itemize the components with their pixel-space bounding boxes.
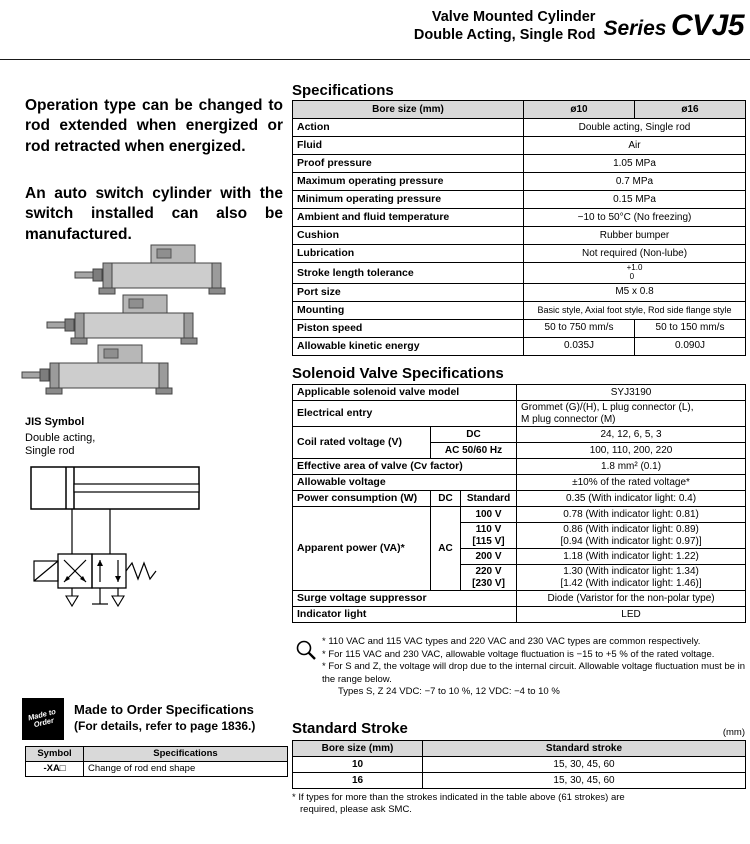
spec-label-cell: Port size (293, 283, 524, 301)
sol-label-cell: Applicable solenoid valve model (293, 385, 517, 401)
series-title (603, 9, 744, 43)
solenoid-heading: Solenoid Valve Specifications (292, 365, 504, 382)
standard-stroke-table (292, 740, 746, 789)
apparent-value-line2: [0.94 (With indicator light: 0.97)] (560, 535, 702, 547)
table-row (293, 119, 746, 137)
voltage-cell (461, 523, 517, 549)
cylinder-illustration-3 (22, 345, 172, 394)
header-divider (0, 59, 750, 60)
spec-value-cell: M5 x 0.8 (524, 283, 746, 301)
table-row (293, 475, 746, 491)
spec-label-cell: Mounting (293, 301, 524, 319)
intro-paragraph-1: Operation type can be changed to rod extended when energized or rod retracted when energized. (25, 97, 283, 155)
solenoid-note: * For 115 VAC and 230 VAC, allowable voltage fluctuation is −15 to +5 % of the rated voltage. (322, 648, 715, 660)
cylinder-illustration-2 (47, 295, 197, 344)
spec-value-cell: 0.15 MPa (524, 191, 746, 209)
mto-col-symbol: Symbol (26, 747, 84, 762)
sol-value-cell: ±10% of the rated voltage* (517, 475, 746, 491)
voltage-cell (461, 565, 517, 591)
table-row (293, 337, 746, 355)
table-row (293, 607, 746, 623)
spec-label-cell: Fluid (293, 137, 524, 155)
coil-ac-label: AC 50/60 Hz (431, 443, 517, 459)
stroke-bore-cell: 16 (293, 773, 423, 789)
stroke-col-stroke: Standard stroke (423, 741, 746, 757)
spec-value-cell: Not required (Non-lube) (524, 245, 746, 263)
mto-col-spec: Specifications (84, 747, 288, 762)
table-row (293, 401, 746, 427)
voltage-cell (461, 549, 517, 565)
sol-label-cell: Effective area of valve (Cv factor) (293, 459, 517, 475)
table-row (293, 459, 746, 475)
intro-paragraph-2: An auto switch cylinder with the switch installed can also be manufactured. (25, 185, 283, 243)
apparent-value-line1: 1.18 (With indicator light: 1.22) (563, 550, 699, 562)
voltage-line1: 100 V (475, 508, 502, 520)
stroke-value-cell: 15, 30, 45, 60 (423, 757, 746, 773)
series-prefix: Series (603, 17, 667, 41)
apparent-value-cell (517, 565, 746, 591)
table-row (293, 591, 746, 607)
jis-symbol-drawing (28, 464, 206, 637)
table-row (293, 283, 746, 301)
stroke-col-bore: Bore size (mm) (293, 741, 423, 757)
mto-symbol-cell: -XA□ (26, 762, 84, 777)
coil-ac-value: 100, 110, 200, 220 (517, 443, 746, 459)
stroke-note-line2: required, please ask SMC. (300, 804, 412, 816)
spec-value-cell: Basic style, Axial foot style, Rod side flange style (524, 301, 746, 319)
table-row (293, 227, 746, 245)
sol-value-cell: LED (517, 607, 746, 623)
spec-tolerance-cell (524, 263, 746, 284)
entry-value-line2: M plug connector (M) (521, 413, 616, 425)
voltage-cell (461, 507, 517, 523)
page-header (414, 8, 744, 44)
solenoid-table (292, 384, 746, 623)
voltage-line2: [230 V] (472, 577, 505, 589)
table-row (293, 173, 746, 191)
table-row (293, 385, 746, 401)
spec-label-cell: Cushion (293, 227, 524, 245)
made-to-order-badge (22, 698, 64, 740)
sol-label-cell: Power consumption (W) (293, 491, 431, 507)
spec-label-cell: Piston speed (293, 319, 524, 337)
stroke-note-line1: * If types for more than the strokes indicated in the table above (61 strokes) are (292, 792, 625, 803)
coil-dc-value: 24, 12, 6, 5, 3 (517, 427, 746, 443)
sol-label-cell: Apparent power (VA)* (293, 507, 431, 591)
table-row (293, 491, 746, 507)
spec-value-cell: Rubber bumper (524, 227, 746, 245)
stroke-bore-cell: 10 (293, 757, 423, 773)
table-row (293, 209, 746, 227)
table-row (293, 301, 746, 319)
apparent-value-line1: 1.30 (With indicator light: 1.34) (563, 566, 699, 577)
cylinder-illustration-1 (75, 245, 225, 294)
apparent-value-line1: 0.78 (With indicator light: 0.81) (563, 508, 699, 520)
page-title (414, 8, 596, 44)
solenoid-notes (292, 636, 748, 699)
spec-header-bore16: ø16 (635, 101, 746, 119)
table-row (293, 101, 746, 119)
stroke-value-cell: 15, 30, 45, 60 (423, 773, 746, 789)
spec-label-cell: Lubrication (293, 245, 524, 263)
spec-label-cell: Stroke length tolerance (293, 263, 524, 284)
power-value: 0.35 (With indicator light: 0.4) (517, 491, 746, 507)
jis-symbol-heading: JIS Symbol (25, 416, 85, 428)
mto-spec-cell: Change of rod end shape (84, 762, 288, 777)
sol-value-cell (517, 401, 746, 427)
voltage-line1: 110 V (475, 524, 502, 535)
sol-label-cell: Coil rated voltage (V) (293, 427, 431, 459)
spec-value-cell: 1.05 MPa (524, 155, 746, 173)
series-name: CVJ5 (670, 9, 744, 43)
solenoid-note: * For S and Z, the voltage will drop due to the internal circuit. Allowable voltage fluctuation must be in the range below. (322, 661, 745, 685)
spec-label-cell: Ambient and fluid temperature (293, 209, 524, 227)
spec-label-cell: Minimum operating pressure (293, 191, 524, 209)
table-row (293, 741, 746, 757)
table-row (293, 245, 746, 263)
spec-value-bore10: 50 to 750 mm/s (524, 319, 635, 337)
made-to-order-title: Made to Order Specifications (74, 702, 254, 717)
apparent-value-cell (517, 523, 746, 549)
spec-value-bore10: 0.035J (524, 337, 635, 355)
solenoid-note: * 110 VAC and 115 VAC types and 220 VAC and 230 VAC types are common respectively. (322, 636, 701, 647)
table-row (293, 773, 746, 789)
coil-dc-label: DC (431, 427, 517, 443)
spec-header-label: Bore size (mm) (293, 101, 524, 119)
product-photo (18, 243, 276, 406)
sol-label-cell: Allowable voltage (293, 475, 517, 491)
table-row (293, 507, 746, 523)
jis-symbol-sub2: Single rod (25, 445, 75, 457)
made-to-order-badge-text: Made to Order (27, 706, 57, 730)
spec-value-cell: Air (524, 137, 746, 155)
jis-symbol-sub1: Double acting, (25, 432, 96, 444)
specifications-heading: Specifications (292, 82, 394, 99)
spec-value-bore16: 50 to 150 mm/s (635, 319, 746, 337)
made-to-order-subtitle: (For details, refer to page 1836.) (74, 719, 256, 733)
sol-label-cell: Indicator light (293, 607, 517, 623)
spec-value-cell: Double acting, Single rod (524, 119, 746, 137)
apparent-value-cell (517, 549, 746, 565)
table-row (293, 263, 746, 284)
sol-value-cell: SYJ3190 (517, 385, 746, 401)
table-row (293, 757, 746, 773)
made-to-order-table (25, 746, 288, 777)
table-row (293, 319, 746, 337)
apparent-value-cell (517, 507, 746, 523)
spec-label-cell: Maximum operating pressure (293, 173, 524, 191)
sol-label-cell: Surge voltage suppressor (293, 591, 517, 607)
spec-label-cell: Proof pressure (293, 155, 524, 173)
power-standard-label: Standard (461, 491, 517, 507)
apparent-value-line1: 0.86 (With indicator light: 0.89) (563, 524, 699, 535)
tolerance-value: +1.0 0 (626, 263, 643, 281)
spec-label-cell: Action (293, 119, 524, 137)
table-row (293, 137, 746, 155)
standard-stroke-note (292, 792, 748, 817)
specifications-table (292, 100, 746, 356)
spec-value-bore16: 0.090J (635, 337, 746, 355)
sol-value-cell: Diode (Varistor for the non-polar type) (517, 591, 746, 607)
voltage-line1: 200 V (475, 550, 502, 562)
table-row (293, 191, 746, 209)
spec-label-cell: Allowable kinetic energy (293, 337, 524, 355)
page-title-line1: Valve Mounted Cylinder (431, 9, 596, 25)
table-row (26, 747, 288, 762)
solenoid-note: Types S, Z 24 VDC: −7 to 10 %, 12 VDC: −4 to 10 % (338, 686, 560, 698)
apparent-ac-label: AC (431, 507, 461, 591)
power-dc-label: DC (431, 491, 461, 507)
standard-stroke-heading: Standard Stroke (292, 720, 408, 737)
sol-label-cell: Electrical entry (293, 401, 517, 427)
sol-value-cell: 1.8 mm² (0.1) (517, 459, 746, 475)
apparent-value-line2: [1.42 (With indicator light: 1.46)] (560, 577, 702, 589)
entry-value-line1: Grommet (G)/(H), L plug connector (L), (521, 402, 694, 413)
spec-header-bore10: ø10 (524, 101, 635, 119)
page-title-line2: Double Acting, Single Rod (413, 27, 596, 44)
voltage-line2: [115 V] (472, 535, 505, 547)
table-row (293, 155, 746, 173)
spec-value-cell: 0.7 MPa (524, 173, 746, 191)
spec-value-cell: −10 to 50°C (No freezing) (524, 209, 746, 227)
magnifier-icon (295, 639, 317, 666)
table-row (26, 762, 288, 777)
table-row (293, 427, 746, 443)
voltage-line1: 220 V (475, 566, 502, 577)
standard-stroke-unit: (mm) (722, 727, 745, 738)
